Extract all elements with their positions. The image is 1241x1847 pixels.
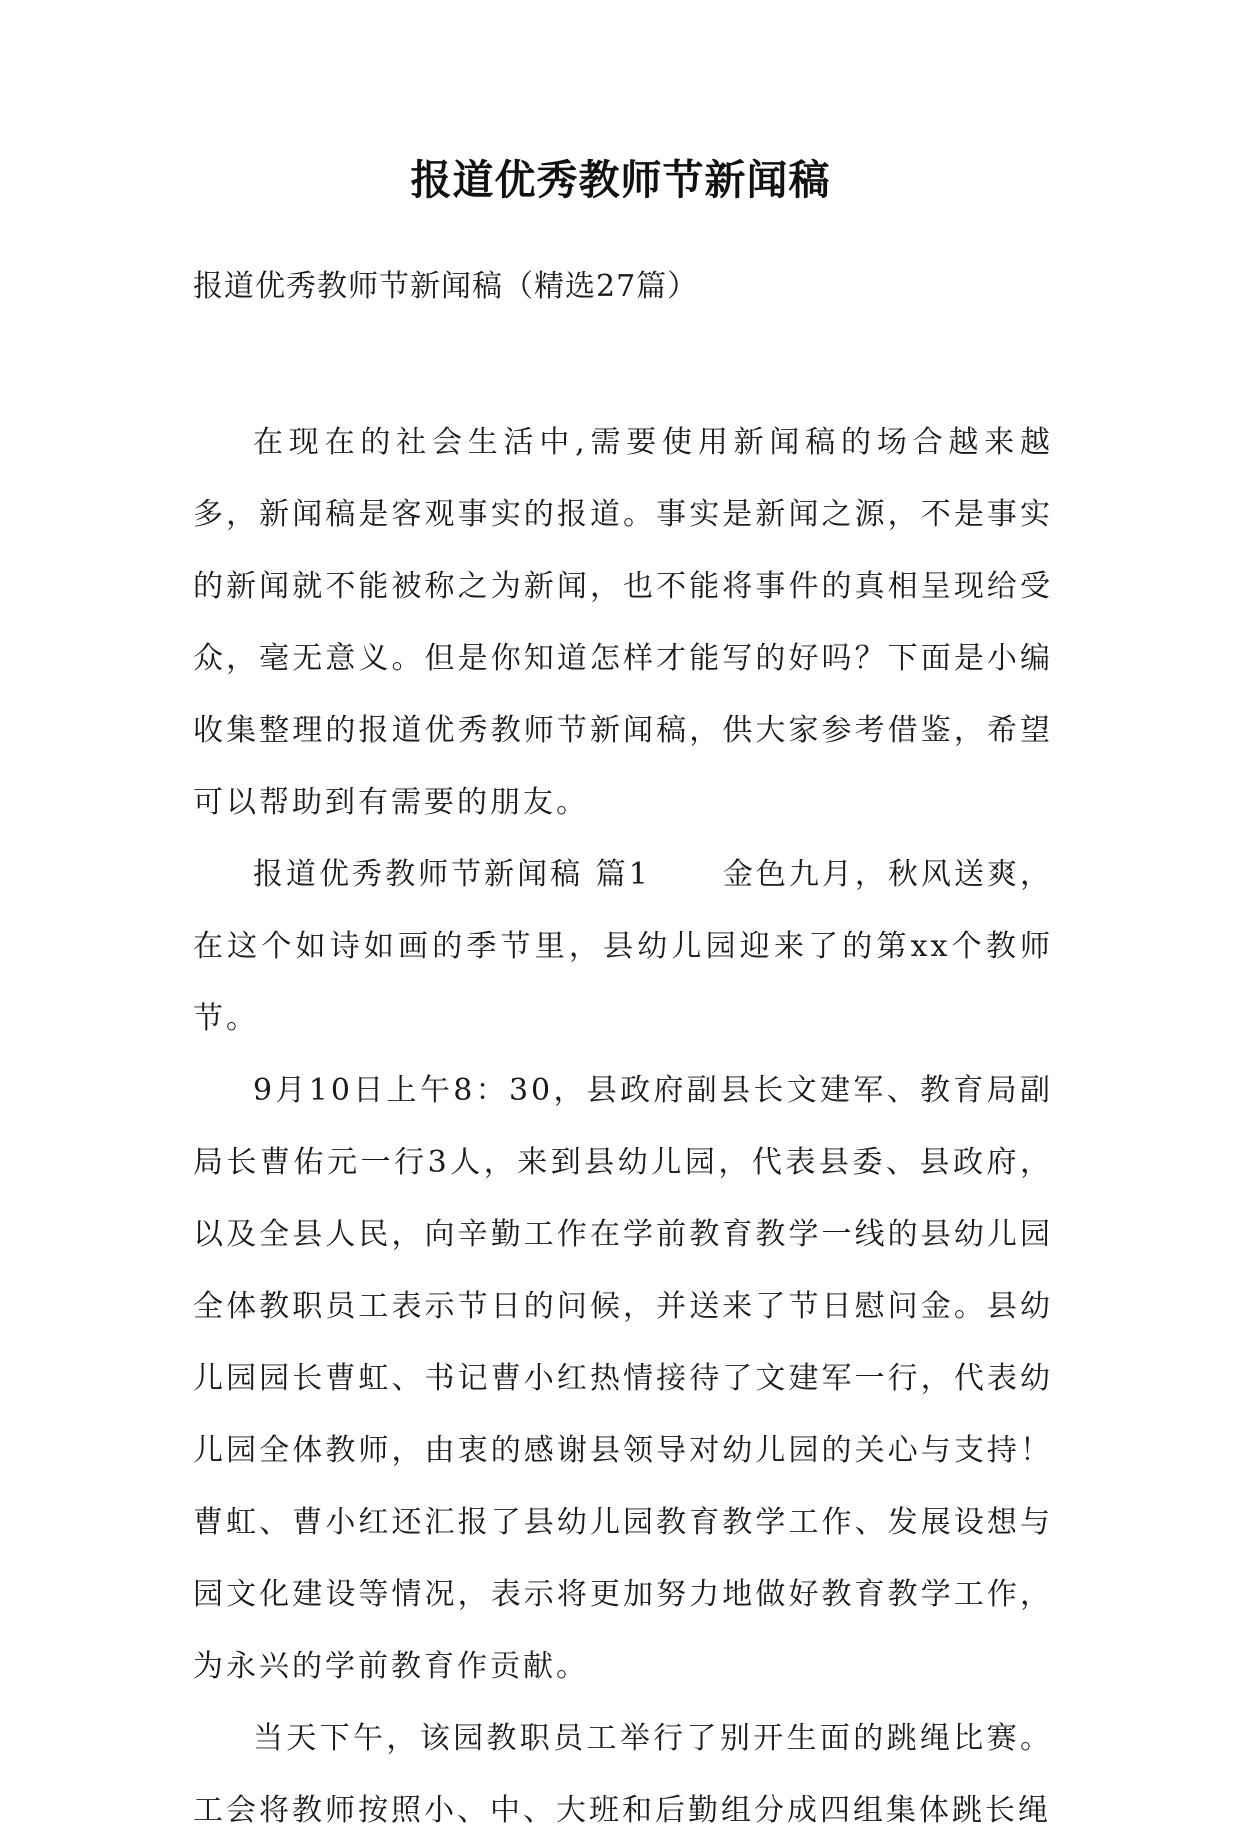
section-paragraph (193, 839, 1053, 1055)
body-paragraph: 9月10日上午8：30，县政府副县长文建军、教育局副局长曹佑元一行3人，来到县幼儿园，代表县委、县政府，以及全县人民，向辛勤工作在学前教育教学一线的县幼儿园全体教职员工表示节日的问候，并送来了节日慰问金。县幼儿园园长曹虹、书记曹小红热情接待了文建军一行，代表幼儿园全体教师，由衷的感谢县领导对幼儿园的关心与支持！曹虹、曹小红还汇报了县幼儿园教育教学工作、发展设想与园文化建设等情况，表示将更加努力地做好教育教学工作，为永兴的学前教育作贡献。 (193, 1073, 1053, 1684)
section-heading: 报道优秀教师节新闻稿 篇1 (253, 857, 651, 892)
section-first-paragraph: 金色九月，秋风送爽，在这个如诗如画的季节里，县幼儿园迎来了的第xx个教师节。 (193, 857, 1053, 1036)
document-title: 报道优秀教师节新闻稿 (410, 156, 831, 204)
document-subtitle: 报道优秀教师节新闻稿（精选27篇） (193, 269, 699, 304)
intro-paragraph: 在现在的社会生活中,需要使用新闻稿的场合越来越多，新闻稿是客观事实的报道。事实是新闻之源，不是事实的新闻就不能被称之为新闻，也不能将事件的真相呈现给受众，毫无意义。但是你知道怎样才能写的好吗？下面是小编收集整理的报道优秀教师节新闻稿，供大家参考借鉴，希望可以帮助到有需要的朋友。 (193, 425, 1053, 820)
document-body (193, 407, 1053, 1847)
body-paragraph: 当天下午，该园教职员工举行了别开生面的跳绳比赛。工会将教师按照小、中、大班和后勤组分成四组集体跳长绳 (193, 1721, 1053, 1828)
